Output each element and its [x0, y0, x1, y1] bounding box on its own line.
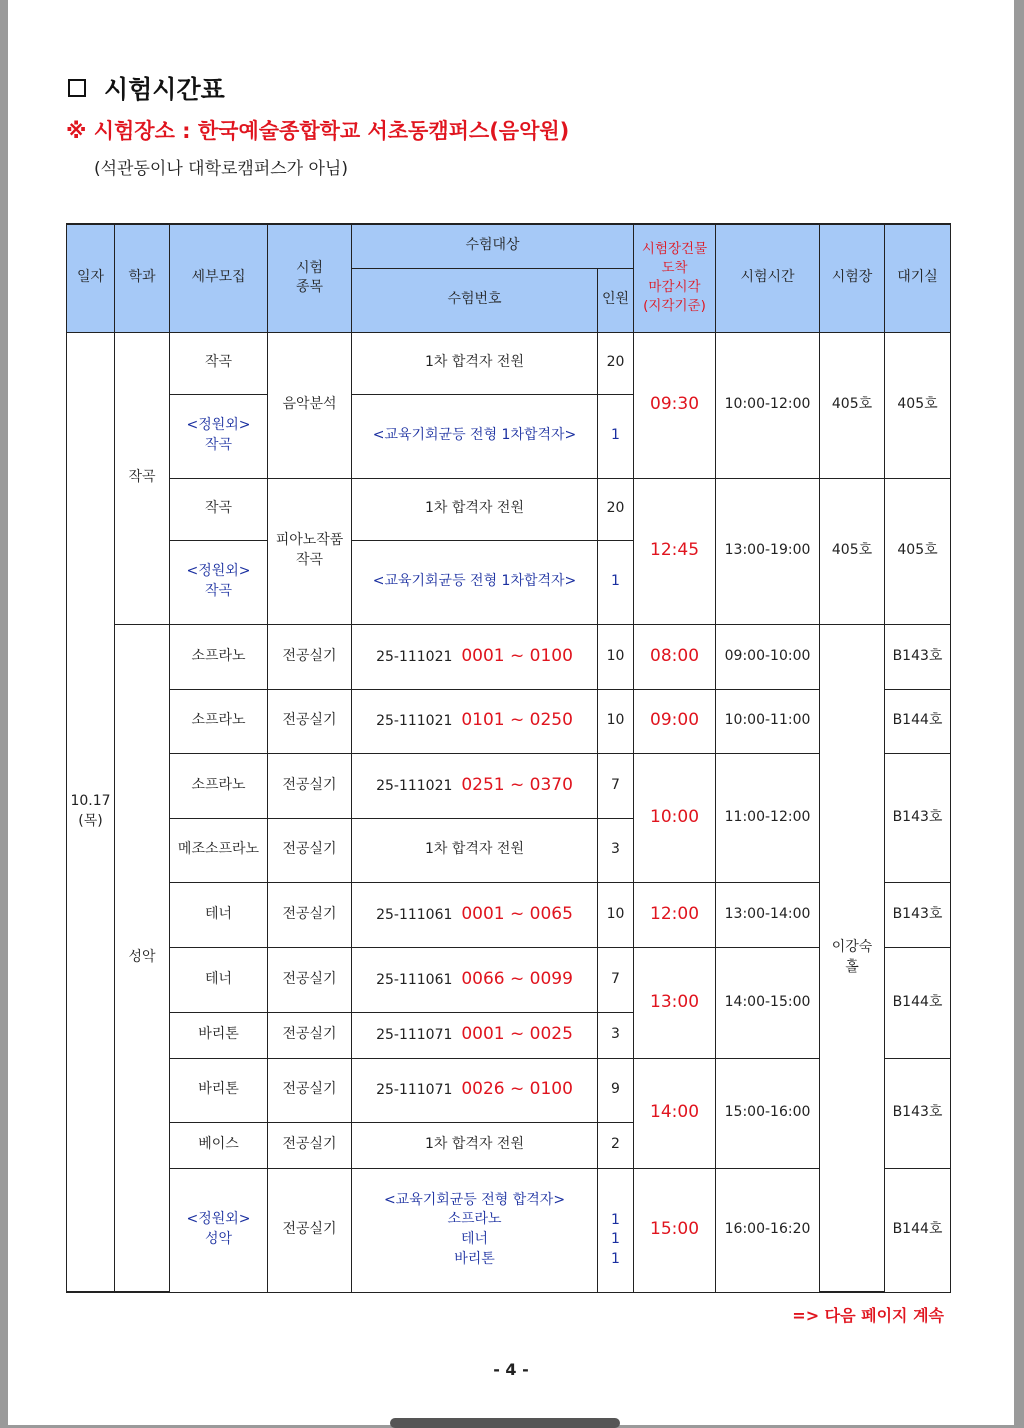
number-cell [352, 1058, 598, 1122]
subject-cell: 전공실기 [268, 1122, 352, 1168]
header-deadline: 시험장건물 도착 마감시각 (지각기준) [634, 224, 716, 332]
sub-cell: 소프라노 [170, 753, 268, 818]
number-cell [352, 1168, 598, 1292]
time-cell: 10:00-11:00 [716, 689, 820, 753]
room-cell: 405호 [820, 332, 885, 478]
number-prefix: 25-111061 [376, 906, 453, 923]
subject-cell: 전공실기 [268, 689, 352, 753]
section-title [68, 70, 225, 106]
sub-cell: 작곡 [170, 478, 268, 540]
count-cell: 10 [598, 882, 634, 947]
schedule-table [66, 223, 951, 1293]
subject-cell: 음악분석 [268, 332, 352, 478]
number-prefix: 25-111021 [376, 777, 453, 794]
number-cell [352, 1012, 598, 1058]
sub-cell: <정원외> 성악 [170, 1168, 268, 1292]
number-range: 0001 ~ 0065 [461, 903, 573, 924]
time-cell: 11:00-12:00 [716, 753, 820, 882]
hall-cell: 이강숙 홀 [820, 624, 885, 1292]
sub-cell: 소프라노 [170, 624, 268, 689]
checkbox-icon [68, 79, 86, 97]
header-room: 시험장 [820, 224, 885, 332]
time-cell: 13:00-19:00 [716, 478, 820, 624]
venue-notice: ※ 시험장소 : 한국예술종합학교 서초동캠퍼스(음악원) [66, 119, 570, 143]
header-date: 일자 [67, 224, 115, 332]
number-range: 0001 ~ 0100 [461, 645, 573, 666]
page-number: - 4 - [493, 1360, 529, 1379]
subject-cell: 전공실기 [268, 1012, 352, 1058]
header-wait: 대기실 [885, 224, 951, 332]
number-cell [352, 947, 598, 1012]
wait-cell: 405호 [885, 332, 951, 478]
header-sub: 세부모집 [170, 224, 268, 332]
number-cell [352, 882, 598, 947]
sub-cell: 메조소프라노 [170, 818, 268, 882]
extra-line: <교육기회균등 전형 합격자> [383, 1191, 566, 1208]
continue-note: => 다음 페이지 계속 [792, 1306, 944, 1325]
room-cell: 405호 [820, 478, 885, 624]
time-cell: 16:00-16:20 [716, 1168, 820, 1292]
sub-cell: <정원외> 작곡 [170, 540, 268, 624]
sub-cell: 베이스 [170, 1122, 268, 1168]
dept-composition: 작곡 [115, 332, 170, 624]
number-range: 0001 ~ 0025 [461, 1024, 573, 1045]
wait-cell: 405호 [885, 478, 951, 624]
count-cell: 1 [598, 540, 634, 624]
number-cell [352, 689, 598, 753]
number-cell: <교육기회균등 전형 1차합격자> [352, 394, 598, 478]
time-cell: 15:00-16:00 [716, 1058, 820, 1168]
count-cell: 20 [598, 332, 634, 394]
sub-cell: 작곡 [170, 332, 268, 394]
subject-cell: 전공실기 [268, 947, 352, 1012]
deadline-cell: 09:00 [634, 689, 716, 753]
wait-cell: B144호 [885, 689, 951, 753]
section-title-text: 시험시간표 [104, 75, 225, 104]
number-cell [352, 753, 598, 818]
number-range: 0026 ~ 0100 [461, 1079, 573, 1100]
number-range: 0101 ~ 0250 [461, 710, 573, 731]
header-count: 인원 [598, 268, 634, 332]
deadline-cell: 08:00 [634, 624, 716, 689]
wait-cell: B144호 [885, 1168, 951, 1292]
count-cell: 9 [598, 1058, 634, 1122]
subject-cell: 전공실기 [268, 624, 352, 689]
count-cell: 7 [598, 947, 634, 1012]
wait-cell: B143호 [885, 753, 951, 882]
subject-cell: 전공실기 [268, 882, 352, 947]
sub-cell: 바리톤 [170, 1058, 268, 1122]
wait-cell: B143호 [885, 882, 951, 947]
count-cell: 1 [598, 394, 634, 478]
sub-cell: 테너 [170, 882, 268, 947]
time-cell: 14:00-15:00 [716, 947, 820, 1058]
deadline-cell: 12:00 [634, 882, 716, 947]
number-cell [352, 624, 598, 689]
sub-cell: 소프라노 [170, 689, 268, 753]
number-cell: 1차 합격자 전원 [352, 332, 598, 394]
number-cell: 1차 합격자 전원 [352, 478, 598, 540]
count-cell: 3 [598, 818, 634, 882]
venue-note: (석관동이나 대학로캠퍼스가 아님) [94, 159, 348, 179]
header-number: 수험번호 [352, 268, 598, 332]
count-cell: 10 [598, 689, 634, 753]
extra-line: 소프라노 [447, 1211, 502, 1228]
extra-line: 바리톤 [454, 1250, 495, 1267]
subject-cell: 전공실기 [268, 1058, 352, 1122]
number-prefix: 25-111021 [376, 713, 453, 730]
extra-line: 테너 [460, 1231, 489, 1247]
count-cell: 2 [598, 1122, 634, 1168]
count-cell: 7 [598, 753, 634, 818]
count-cell: 10 [598, 624, 634, 689]
deadline-cell: 12:45 [634, 478, 716, 624]
wait-cell: B143호 [885, 1058, 951, 1168]
number-prefix: 25-111061 [376, 971, 453, 988]
time-cell: 10:00-12:00 [716, 332, 820, 478]
number-prefix: 25-111021 [376, 648, 453, 665]
header-dept: 학과 [115, 224, 170, 332]
count-cell: 3 [598, 1012, 634, 1058]
number-cell: <교육기회균등 전형 1차합격자> [352, 540, 598, 624]
dept-voice: 성악 [115, 624, 170, 1292]
time-cell: 09:00-10:00 [716, 624, 820, 689]
wait-cell: B144호 [885, 947, 951, 1058]
subject-cell: 전공실기 [268, 818, 352, 882]
time-cell: 13:00-14:00 [716, 882, 820, 947]
subject-cell: 피아노작품 작곡 [268, 478, 352, 624]
number-cell: 1차 합격자 전원 [352, 818, 598, 882]
header-subject: 시험 종목 [268, 224, 352, 332]
count-cell: 1 1 1 [598, 1168, 634, 1292]
date-cell: 10.17 (목) [67, 332, 115, 1292]
deadline-cell: 13:00 [634, 947, 716, 1058]
sub-cell: 바리톤 [170, 1012, 268, 1058]
header-target: 수험대상 [352, 224, 634, 268]
sub-cell: 테너 [170, 947, 268, 1012]
number-range: 0066 ~ 0099 [461, 968, 573, 989]
deadline-cell: 10:00 [634, 753, 716, 882]
subject-cell: 전공실기 [268, 1168, 352, 1292]
header-time: 시험시간 [716, 224, 820, 332]
wait-cell: B143호 [885, 624, 951, 689]
subject-cell: 전공실기 [268, 753, 352, 818]
number-prefix: 25-111071 [376, 1082, 453, 1099]
scroll-indicator [390, 1418, 620, 1428]
deadline-cell: 09:30 [634, 332, 716, 478]
count-cell: 20 [598, 478, 634, 540]
deadline-cell: 15:00 [634, 1168, 716, 1292]
sub-cell: <정원외> 작곡 [170, 394, 268, 478]
number-prefix: 25-111071 [376, 1027, 453, 1044]
deadline-cell: 14:00 [634, 1058, 716, 1168]
number-cell: 1차 합격자 전원 [352, 1122, 598, 1168]
document-page [8, 0, 1014, 1425]
number-range: 0251 ~ 0370 [461, 774, 573, 795]
